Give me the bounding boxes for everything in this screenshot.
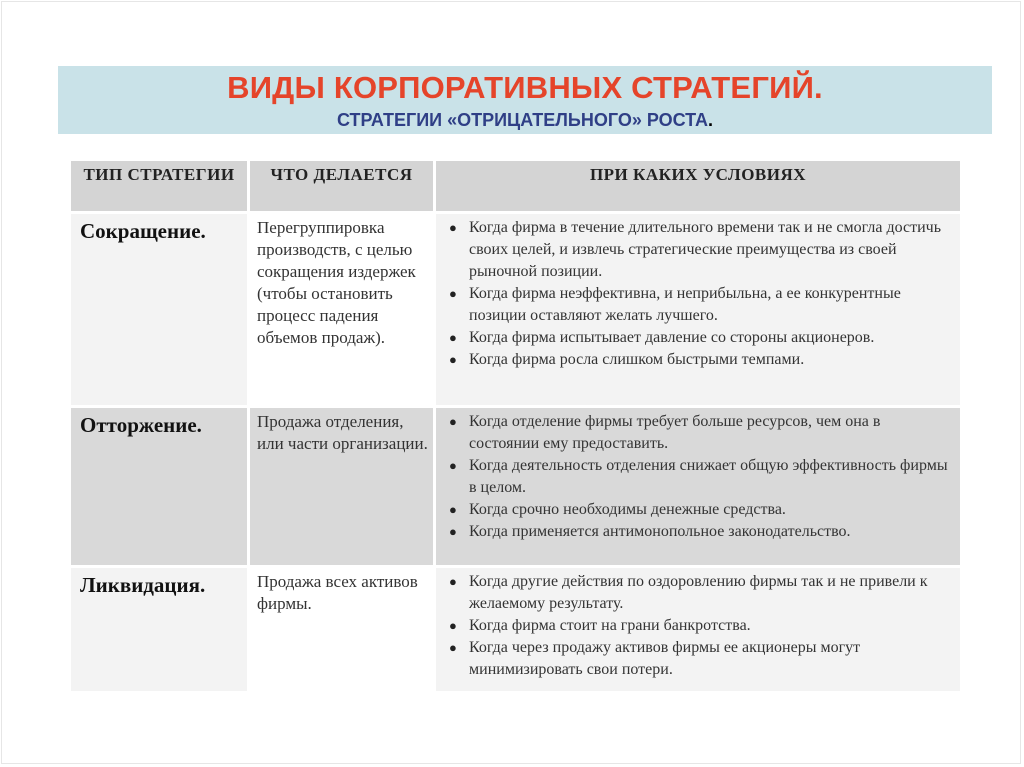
bullet-icon: ● (449, 640, 457, 655)
what-is-done-cell: Продажа отделения, или части организации. (250, 408, 433, 565)
strategy-type-cell: Отторжение. (71, 408, 247, 565)
header-conditions: ПРИ КАКИХ УСЛОВИЯХ (436, 161, 960, 211)
conditions-list (444, 217, 952, 371)
conditions-cell (436, 214, 960, 405)
bullet-icon: ● (449, 286, 457, 301)
condition-item: ● Когда фирма в течение длительного времени так и не смогла достичь своих целей, и извлечь стратегические преимущества из своей рыночной позиции. (449, 219, 941, 280)
bullet-icon: ● (449, 352, 457, 367)
table-row-reduction (71, 214, 960, 405)
bullet-icon: ● (449, 524, 457, 539)
bullet-icon: ● (449, 458, 457, 473)
slide-subtitle (58, 110, 992, 131)
bullet-icon: ● (449, 220, 457, 235)
table-row-liquidation (71, 568, 960, 691)
conditions-list (444, 411, 952, 543)
table-row-divestment (71, 408, 960, 565)
slide-subtitle-text: СТРАТЕГИИ «ОТРИЦАТЕЛЬНОГО» РОСТА (336, 110, 709, 130)
strategy-type-cell: Ликвидация. (71, 568, 247, 691)
header-what-is-done: ЧТО ДЕЛАЕТСЯ (250, 161, 433, 211)
condition-item: ● Когда фирма росла слишком быстрыми темпами. (444, 349, 952, 371)
conditions-list (444, 571, 952, 681)
condition-item: ● Когда фирма неэффективна, и неприбыльна, а ее конкурентные позиции оставляют желать лучшего. (449, 285, 901, 324)
condition-item: ● Когда срочно необходимы денежные средства. (444, 499, 952, 521)
condition-item: ● Когда фирма стоит на грани банкротства. (444, 615, 952, 637)
header-strategy-type: ТИП СТРАТЕГИИ (71, 161, 247, 211)
bullet-icon: ● (449, 618, 457, 633)
bullet-icon: ● (449, 330, 457, 345)
condition-item: ● Когда отделение фирмы требует больше ресурсов, чем она в состоянии ему предоставить. (449, 413, 881, 452)
conditions-cell (436, 568, 960, 691)
what-is-done-cell: Продажа всех активов фирмы. (250, 568, 433, 691)
condition-item: ● Когда другие действия по оздоровлению фирмы так и не привели к желаемому результату. (449, 573, 928, 612)
condition-item: ● Когда через продажу активов фирмы ее акционеры могут минимизировать свои потери. (449, 639, 861, 678)
condition-item: ● Когда фирма испытывает давление со стороны акционеров. (444, 327, 952, 349)
slide-title: ВИДЫ КОРПОРАТИВНЫХ СТРАТЕГИЙ. (227, 70, 823, 105)
condition-item: ● Когда деятельность отделения снижает общую эффективность фирмы в целом. (449, 457, 948, 496)
title-band (58, 66, 992, 134)
slide-subtitle-dot: . (708, 110, 714, 130)
strategy-type-cell: Сокращение. (71, 214, 247, 405)
what-is-done-cell: Перегруппировка производств, с целью сокращения издержек (чтобы остановить процесс падения объемов продаж). (250, 214, 433, 405)
bullet-icon: ● (449, 574, 457, 589)
bullet-icon: ● (449, 502, 457, 517)
condition-item: ● Когда применяется антимонопольное законодательство. (444, 521, 952, 543)
conditions-cell (436, 408, 960, 565)
bullet-icon: ● (449, 414, 457, 429)
table-header-row (71, 161, 960, 211)
strategies-table (68, 158, 963, 694)
